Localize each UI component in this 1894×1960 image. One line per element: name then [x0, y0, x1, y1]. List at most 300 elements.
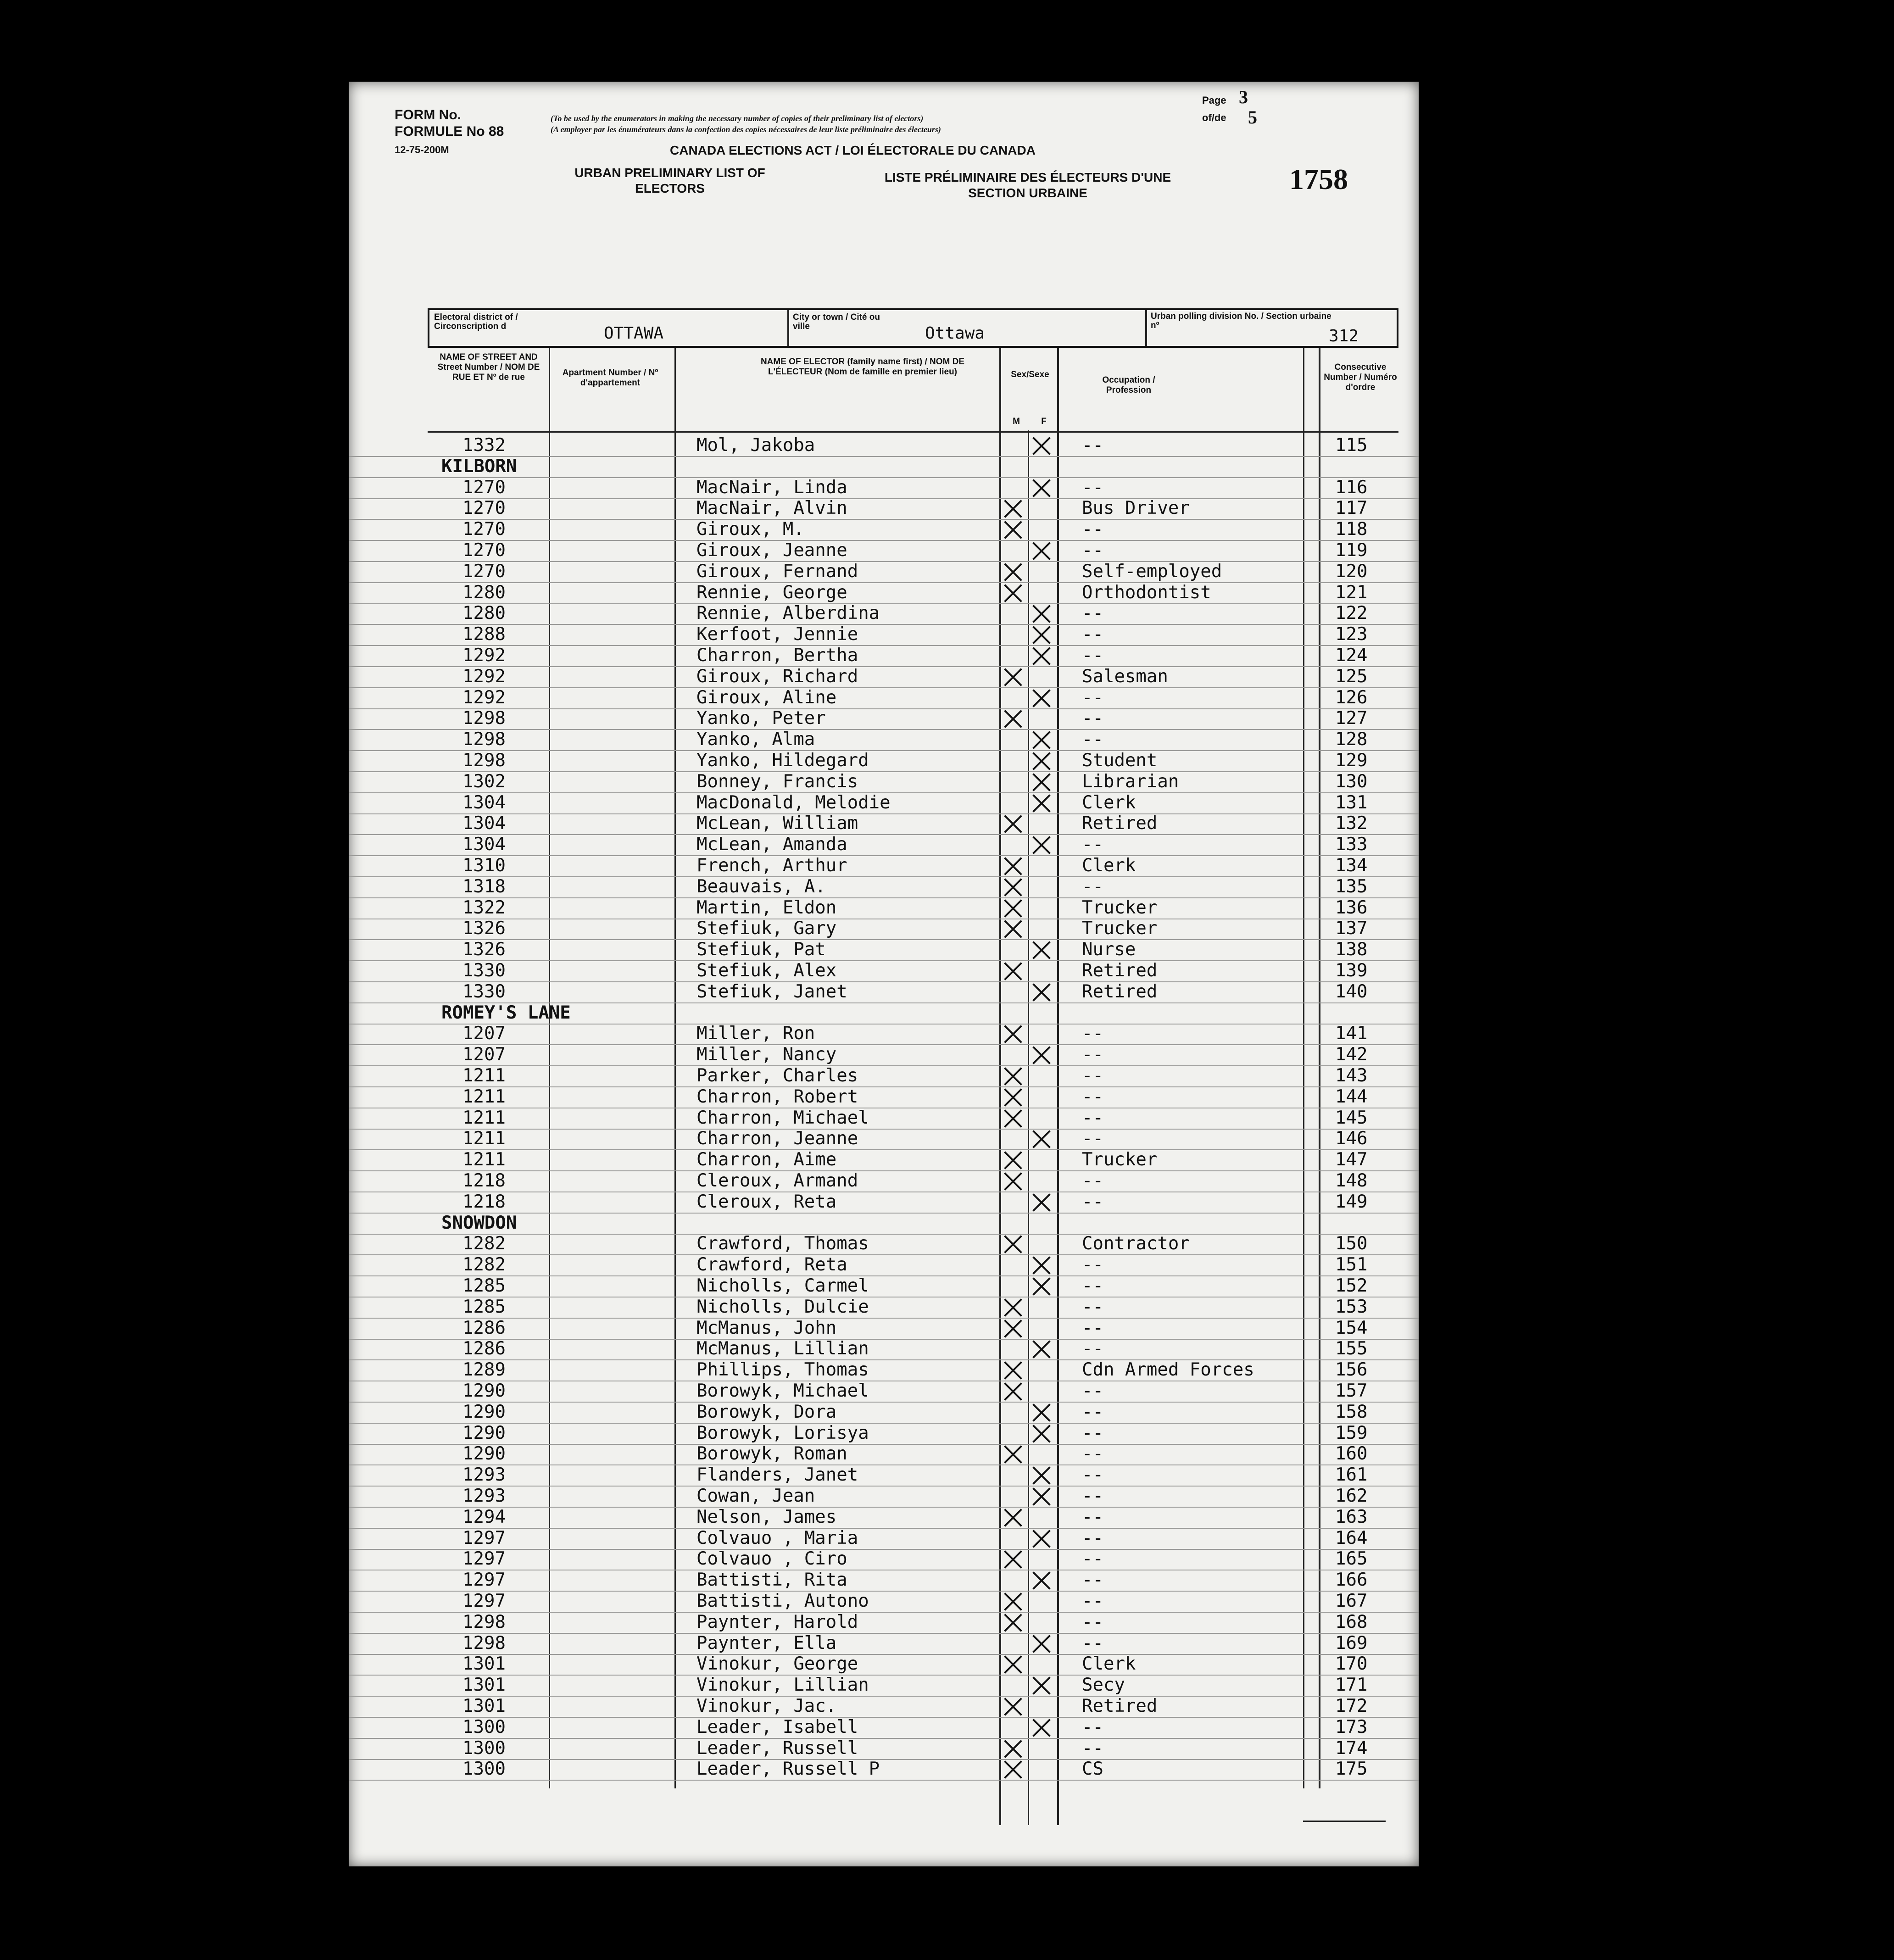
- occupation: --: [1082, 477, 1103, 498]
- elector-row: [349, 603, 1419, 625]
- consecutive-number: 164: [1335, 1528, 1368, 1548]
- sex-f-mark: [1032, 479, 1051, 497]
- consecutive-number: 146: [1335, 1128, 1368, 1149]
- sex-f-mark: [1032, 626, 1051, 644]
- street-number: 1297: [462, 1548, 506, 1569]
- elector-row: [349, 1738, 1419, 1760]
- division-label: Urban polling division No. / Section urbaine nº: [1151, 312, 1331, 330]
- occupation: Librarian: [1082, 771, 1179, 792]
- street-name: KILBORN: [441, 456, 517, 477]
- consecutive-number: 155: [1335, 1338, 1368, 1359]
- consecutive-number: 120: [1335, 561, 1368, 582]
- occupation: --: [1082, 1192, 1103, 1212]
- elector-name: Leader, Russell P: [696, 1759, 880, 1779]
- sex-f-mark: [1032, 1130, 1051, 1148]
- sex-m-mark: [1004, 1109, 1022, 1128]
- elector-name: Crawford, Reta: [696, 1254, 847, 1275]
- street-number: 1282: [462, 1254, 506, 1275]
- page-label: Page: [1202, 95, 1226, 106]
- sex-f-mark: [1032, 752, 1051, 770]
- occupation: Trucker: [1082, 897, 1158, 918]
- elector-row: [349, 1233, 1419, 1255]
- consecutive-number: 116: [1335, 477, 1368, 498]
- elector-row: [349, 1128, 1419, 1150]
- sex-m-mark: [1004, 1445, 1022, 1464]
- consecutive-number: 125: [1335, 666, 1368, 687]
- sex-m-mark: [1004, 584, 1022, 602]
- sex-m-mark: [1004, 500, 1022, 518]
- field-divider: [1145, 310, 1147, 346]
- street-number: 1211: [462, 1065, 506, 1086]
- occupation: --: [1082, 1591, 1103, 1611]
- street-number: 1298: [462, 729, 506, 750]
- elector-row: [349, 435, 1419, 457]
- elector-name: Parker, Charles: [696, 1065, 858, 1086]
- street-number: 1290: [462, 1381, 506, 1401]
- elector-row: [349, 1338, 1419, 1360]
- occupation: --: [1082, 1065, 1103, 1086]
- elector-row: [349, 1717, 1419, 1739]
- occupation: Clerk: [1082, 855, 1136, 876]
- elector-name: Nicholls, Dulcie: [696, 1297, 869, 1317]
- consecutive-number: 140: [1335, 981, 1368, 1002]
- occupation: Contractor: [1082, 1233, 1190, 1254]
- elector-row: [349, 1381, 1419, 1403]
- street-number: 1211: [462, 1086, 506, 1107]
- elector-name: Cleroux, Armand: [696, 1170, 858, 1191]
- elector-name: Borowyk, Michael: [696, 1381, 869, 1401]
- elector-row: [349, 1359, 1419, 1381]
- consecutive-number: 174: [1335, 1738, 1368, 1759]
- elector-name: Rennie, George: [696, 582, 847, 603]
- street-number: 1270: [462, 519, 506, 540]
- sex-f-mark: [1032, 1719, 1051, 1737]
- occupation: CS: [1082, 1759, 1103, 1779]
- occupation: Orthodontist: [1082, 582, 1211, 603]
- street-number: 1282: [462, 1233, 506, 1254]
- consecutive-number: 160: [1335, 1443, 1368, 1464]
- elector-row: [349, 624, 1419, 646]
- consecutive-number: 128: [1335, 729, 1368, 750]
- sex-m-mark: [1004, 710, 1022, 728]
- occupation: Trucker: [1082, 918, 1158, 939]
- elector-name: Borowyk, Lorisya: [696, 1423, 869, 1443]
- consecutive-number: 154: [1335, 1318, 1368, 1338]
- street-number: 1289: [462, 1359, 506, 1380]
- consecutive-number: 141: [1335, 1023, 1368, 1044]
- elector-name: Charron, Aime: [696, 1149, 837, 1170]
- field-divider: [787, 310, 789, 346]
- street-number: 1288: [462, 624, 506, 645]
- sex-m-mark: [1004, 857, 1022, 875]
- elector-name: Crawford, Thomas: [696, 1233, 869, 1254]
- elector-row: [349, 498, 1419, 520]
- sex-m-mark: [1004, 1088, 1022, 1107]
- street-number: 1330: [462, 960, 506, 981]
- elector-row: [349, 729, 1419, 751]
- elector-row: [349, 561, 1419, 583]
- sex-f-mark: [1032, 647, 1051, 665]
- elector-row: [349, 1464, 1419, 1487]
- occupation: --: [1082, 1338, 1103, 1359]
- sex-f-mark: [1032, 1487, 1051, 1506]
- elector-name: MacNair, Linda: [696, 477, 847, 498]
- elector-row: [349, 771, 1419, 793]
- occupation: --: [1082, 687, 1103, 708]
- col-consecutive-header: Consecutive Number / Numéro d'ordre: [1324, 362, 1397, 392]
- occupation: --: [1082, 729, 1103, 750]
- consecutive-number: 126: [1335, 687, 1368, 708]
- street-number: 1326: [462, 939, 506, 960]
- sex-f-mark: [1032, 1046, 1051, 1064]
- elector-row: [349, 1023, 1419, 1045]
- title-en: URBAN PRELIMINARY LIST OF ELECTORS: [574, 166, 765, 195]
- occupation: --: [1082, 1612, 1103, 1632]
- consecutive-number: 119: [1335, 540, 1368, 561]
- elector-row: [349, 1402, 1419, 1424]
- sex-f-mark: [1032, 1340, 1051, 1359]
- elector-name: Paynter, Ella: [696, 1633, 837, 1654]
- sex-m-mark: [1004, 962, 1022, 980]
- elector-name: Cleroux, Reta: [696, 1192, 837, 1212]
- occupation: --: [1082, 1443, 1103, 1464]
- occupation: --: [1082, 1170, 1103, 1191]
- district-value: OTTAWA: [604, 324, 664, 343]
- elector-row: [349, 1044, 1419, 1066]
- sex-m-mark: [1004, 1760, 1022, 1779]
- consecutive-number: 144: [1335, 1086, 1368, 1107]
- sex-m-mark: [1004, 563, 1022, 581]
- elector-row: [349, 1065, 1419, 1087]
- street-number: 1211: [462, 1149, 506, 1170]
- sex-m-mark: [1004, 899, 1022, 918]
- street-number: 1218: [462, 1170, 506, 1191]
- elector-name: Giroux, Fernand: [696, 561, 858, 582]
- sex-m-mark: [1004, 1592, 1022, 1611]
- occupation: --: [1082, 1528, 1103, 1548]
- city-label: City or town / Cité ou ville: [793, 312, 880, 331]
- consecutive-number: 124: [1335, 645, 1368, 666]
- elector-name: Miller, Nancy: [696, 1044, 837, 1065]
- elector-row: [349, 876, 1419, 898]
- elector-name: Yanko, Hildegard: [696, 750, 869, 771]
- occupation: --: [1082, 1297, 1103, 1317]
- elector-row: [349, 1570, 1419, 1592]
- occupation: --: [1082, 1381, 1103, 1401]
- elector-row: [349, 687, 1419, 709]
- street-number: 1326: [462, 918, 506, 939]
- street-number: 1290: [462, 1443, 506, 1464]
- street-number: 1286: [462, 1318, 506, 1338]
- street-number: 1292: [462, 645, 506, 666]
- instruction-en: (To be used by the enumerators in making the necessary number of copies of their preliminary list of electors): [551, 114, 924, 123]
- elector-name: Kerfoot, Jennie: [696, 624, 858, 645]
- occupation: --: [1082, 1318, 1103, 1338]
- sex-f-mark: [1032, 773, 1051, 791]
- occupation: --: [1082, 1086, 1103, 1107]
- street-number: 1280: [462, 603, 506, 624]
- elector-name: Miller, Ron: [696, 1023, 815, 1044]
- street-number: 1292: [462, 687, 506, 708]
- occupation: Retired: [1082, 1696, 1158, 1716]
- consecutive-number: 171: [1335, 1675, 1368, 1695]
- street-number: 1298: [462, 750, 506, 771]
- elector-row: [349, 1759, 1419, 1781]
- consecutive-number: 133: [1335, 834, 1368, 855]
- street-number: 1302: [462, 771, 506, 792]
- consecutive-number: 132: [1335, 813, 1368, 834]
- page-number: 3: [1239, 87, 1248, 107]
- elector-row: [349, 960, 1419, 982]
- street-number: 1298: [462, 1633, 506, 1654]
- sex-m-mark: [1004, 1698, 1022, 1716]
- consecutive-number: 150: [1335, 1233, 1368, 1254]
- consecutive-number: 149: [1335, 1192, 1368, 1212]
- sex-m-mark: [1004, 1361, 1022, 1380]
- street-number: 1301: [462, 1696, 506, 1716]
- occupation: Clerk: [1082, 1654, 1136, 1674]
- street-number: 1297: [462, 1591, 506, 1611]
- col-sex-header: Sex/Sexe: [1011, 370, 1049, 379]
- elector-row: [349, 1675, 1419, 1697]
- elector-row: [349, 1654, 1419, 1676]
- elector-name: Stefiuk, Alex: [696, 960, 837, 981]
- elector-name: Yanko, Alma: [696, 729, 815, 750]
- consecutive-number: 134: [1335, 855, 1368, 876]
- consecutive-number: 137: [1335, 918, 1368, 939]
- sex-f-mark: [1032, 1256, 1051, 1275]
- consecutive-number: 165: [1335, 1548, 1368, 1569]
- sex-m-mark: [1004, 1067, 1022, 1086]
- elector-name: Nicholls, Carmel: [696, 1275, 869, 1296]
- sex-f-mark: [1032, 1425, 1051, 1443]
- street-heading-row: [349, 1002, 1419, 1025]
- sex-m-mark: [1004, 1382, 1022, 1401]
- elector-name: Vinokur, George: [696, 1654, 858, 1674]
- sex-m-mark: [1004, 1025, 1022, 1043]
- elector-name: Mol, Jakoba: [696, 435, 815, 456]
- occupation: --: [1082, 1717, 1103, 1737]
- occupation: --: [1082, 624, 1103, 645]
- sex-f-mark: [1032, 1676, 1051, 1695]
- elector-row: [349, 981, 1419, 1003]
- elector-row: [349, 1170, 1419, 1192]
- elector-row: [349, 750, 1419, 772]
- occupation: --: [1082, 1023, 1103, 1044]
- elector-row: [349, 477, 1419, 499]
- sex-m-mark: [1004, 1550, 1022, 1569]
- sex-f-mark: [1032, 437, 1051, 455]
- elector-name: Leader, Isabell: [696, 1717, 858, 1737]
- sex-m-mark: [1004, 815, 1022, 833]
- consecutive-number: 172: [1335, 1696, 1368, 1716]
- sex-m-mark: [1004, 878, 1022, 896]
- street-number: 1292: [462, 666, 506, 687]
- header-rule: [428, 431, 1398, 433]
- street-number: 1270: [462, 540, 506, 561]
- occupation: --: [1082, 708, 1103, 729]
- elector-row: [349, 540, 1419, 562]
- elector-name: Cowan, Jean: [696, 1486, 815, 1506]
- consecutive-number: 162: [1335, 1486, 1368, 1506]
- street-number: 1207: [462, 1044, 506, 1065]
- stamp-number: 1758: [1289, 163, 1348, 195]
- consecutive-number: 139: [1335, 960, 1368, 981]
- consecutive-number: 161: [1335, 1464, 1368, 1485]
- occupation: Secy: [1082, 1675, 1125, 1695]
- consecutive-number: 130: [1335, 771, 1368, 792]
- occupation: --: [1082, 1548, 1103, 1569]
- consecutive-number: 145: [1335, 1108, 1368, 1128]
- sex-m-mark: [1004, 1235, 1022, 1253]
- consecutive-number: 122: [1335, 603, 1368, 624]
- elector-name: McManus, Lillian: [696, 1338, 869, 1359]
- consecutive-number: 157: [1335, 1381, 1368, 1401]
- street-name: ROMEY'S LANE: [441, 1002, 571, 1023]
- consecutive-number: 163: [1335, 1507, 1368, 1527]
- street-number: 1298: [462, 708, 506, 729]
- consecutive-number: 115: [1335, 435, 1368, 456]
- occupation: Clerk: [1082, 792, 1136, 813]
- occupation: --: [1082, 603, 1103, 624]
- street-number: 1298: [462, 1612, 506, 1632]
- elector-name: Giroux, Aline: [696, 687, 837, 708]
- district-fields-box: [428, 308, 1398, 348]
- street-number: 1293: [462, 1464, 506, 1485]
- street-number: 1285: [462, 1275, 506, 1296]
- elector-name: Borowyk, Roman: [696, 1443, 847, 1464]
- col-occupation-header: Occupation / Profession: [1102, 375, 1155, 395]
- sex-f-mark: [1032, 689, 1051, 707]
- occupation: Bus Driver: [1082, 498, 1190, 518]
- sex-m-mark: [1004, 1655, 1022, 1674]
- col-street-header: NAME OF STREET AND Street Number / NOM DE RUE ET Nº de rue: [437, 352, 540, 382]
- elector-name: Flanders, Janet: [696, 1464, 858, 1485]
- street-number: 1285: [462, 1297, 506, 1317]
- consecutive-number: 121: [1335, 582, 1368, 603]
- occupation: --: [1082, 1044, 1103, 1065]
- elector-name: Stefiuk, Gary: [696, 918, 837, 939]
- elector-name: Charron, Jeanne: [696, 1128, 858, 1149]
- occupation: --: [1082, 1507, 1103, 1527]
- elector-name: Rennie, Alberdina: [696, 603, 880, 624]
- elector-name: Battisti, Rita: [696, 1570, 847, 1590]
- street-number: 1304: [462, 813, 506, 834]
- consecutive-number: 127: [1335, 708, 1368, 729]
- elector-name: Yanko, Peter: [696, 708, 826, 729]
- consecutive-number: 129: [1335, 750, 1368, 771]
- elector-row: [349, 1548, 1419, 1570]
- elector-row: [349, 939, 1419, 961]
- elector-row: [349, 645, 1419, 667]
- consecutive-number: 135: [1335, 876, 1368, 897]
- elector-name: Beauvais, A.: [696, 876, 826, 897]
- sex-f-mark: [1032, 542, 1051, 560]
- col-name-header: NAME OF ELECTOR (family name first) / NOM DE L'ÉLECTEUR (Nom de famille en premier lieu): [760, 357, 965, 377]
- elector-name: MacNair, Alvin: [696, 498, 847, 518]
- elector-row: [349, 1275, 1419, 1297]
- street-number: 1270: [462, 477, 506, 498]
- consecutive-number: 169: [1335, 1633, 1368, 1654]
- sex-m-mark: [1004, 920, 1022, 938]
- elector-name: Vinokur, Lillian: [696, 1675, 869, 1695]
- elector-row: [349, 519, 1419, 541]
- division-value: 312: [1329, 327, 1359, 345]
- occupation: Retired: [1082, 813, 1158, 834]
- elector-name: Colvauo , Maria: [696, 1528, 858, 1548]
- street-number: 1290: [462, 1402, 506, 1422]
- sex-m-mark: [1004, 521, 1022, 539]
- sex-f-mark: [1032, 794, 1051, 813]
- street-number: 1301: [462, 1654, 506, 1674]
- elector-row: [349, 708, 1419, 730]
- street-number: 1322: [462, 897, 506, 918]
- occupation: --: [1082, 1275, 1103, 1296]
- occupation: --: [1082, 645, 1103, 666]
- sex-m-mark: [1004, 1509, 1022, 1527]
- elector-row: [349, 1528, 1419, 1550]
- elector-name: Stefiuk, Janet: [696, 981, 847, 1002]
- consecutive-number: 156: [1335, 1359, 1368, 1380]
- occupation: --: [1082, 519, 1103, 540]
- elector-name: French, Arthur: [696, 855, 847, 876]
- elector-name: McLean, Amanda: [696, 834, 847, 855]
- elector-row: [349, 666, 1419, 688]
- sex-f-mark: [1032, 983, 1051, 1002]
- elector-row: [349, 1696, 1419, 1718]
- occupation: --: [1082, 540, 1103, 561]
- street-heading-row: [349, 456, 1419, 478]
- consecutive-number: 167: [1335, 1591, 1368, 1611]
- elector-name: Leader, Russell: [696, 1738, 858, 1759]
- sex-m-mark: [1004, 1740, 1022, 1758]
- elector-name: Nelson, James: [696, 1507, 837, 1527]
- sex-m-mark: [1004, 668, 1022, 686]
- elector-name: Giroux, Jeanne: [696, 540, 847, 561]
- elector-row: [349, 813, 1419, 835]
- street-number: 1300: [462, 1759, 506, 1779]
- consecutive-number: 170: [1335, 1654, 1368, 1674]
- sex-m-mark: [1004, 1320, 1022, 1338]
- occupation: Cdn Armed Forces: [1082, 1359, 1254, 1380]
- sex-f-mark: [1032, 731, 1051, 749]
- consecutive-number: 148: [1335, 1170, 1368, 1191]
- street-number: 1297: [462, 1528, 506, 1548]
- consecutive-number: 168: [1335, 1612, 1368, 1632]
- elector-row: [349, 1318, 1419, 1340]
- elector-row: [349, 1507, 1419, 1529]
- elector-row: [349, 582, 1419, 604]
- elector-name: Borowyk, Dora: [696, 1402, 837, 1422]
- elector-name: Bonney, Francis: [696, 771, 858, 792]
- col-apartment-header: Apartment Number / Nº d'appartement: [562, 368, 658, 388]
- sex-m-mark: [1004, 1172, 1022, 1191]
- consecutive-number: 143: [1335, 1065, 1368, 1086]
- sex-m-mark: [1004, 1151, 1022, 1169]
- elector-row: [349, 1633, 1419, 1655]
- consecutive-number: 138: [1335, 939, 1368, 960]
- elector-name: Paynter, Harold: [696, 1612, 858, 1632]
- street-number: 1330: [462, 981, 506, 1002]
- sex-m-mark: [1004, 1614, 1022, 1632]
- elector-name: Charron, Bertha: [696, 645, 858, 666]
- sex-f-mark: [1032, 1635, 1051, 1653]
- sex-f-mark: [1032, 1571, 1051, 1590]
- elector-row: [349, 792, 1419, 814]
- consecutive-number: 117: [1335, 498, 1368, 518]
- footer-rule: [1303, 1821, 1386, 1822]
- street-number: 1304: [462, 792, 506, 813]
